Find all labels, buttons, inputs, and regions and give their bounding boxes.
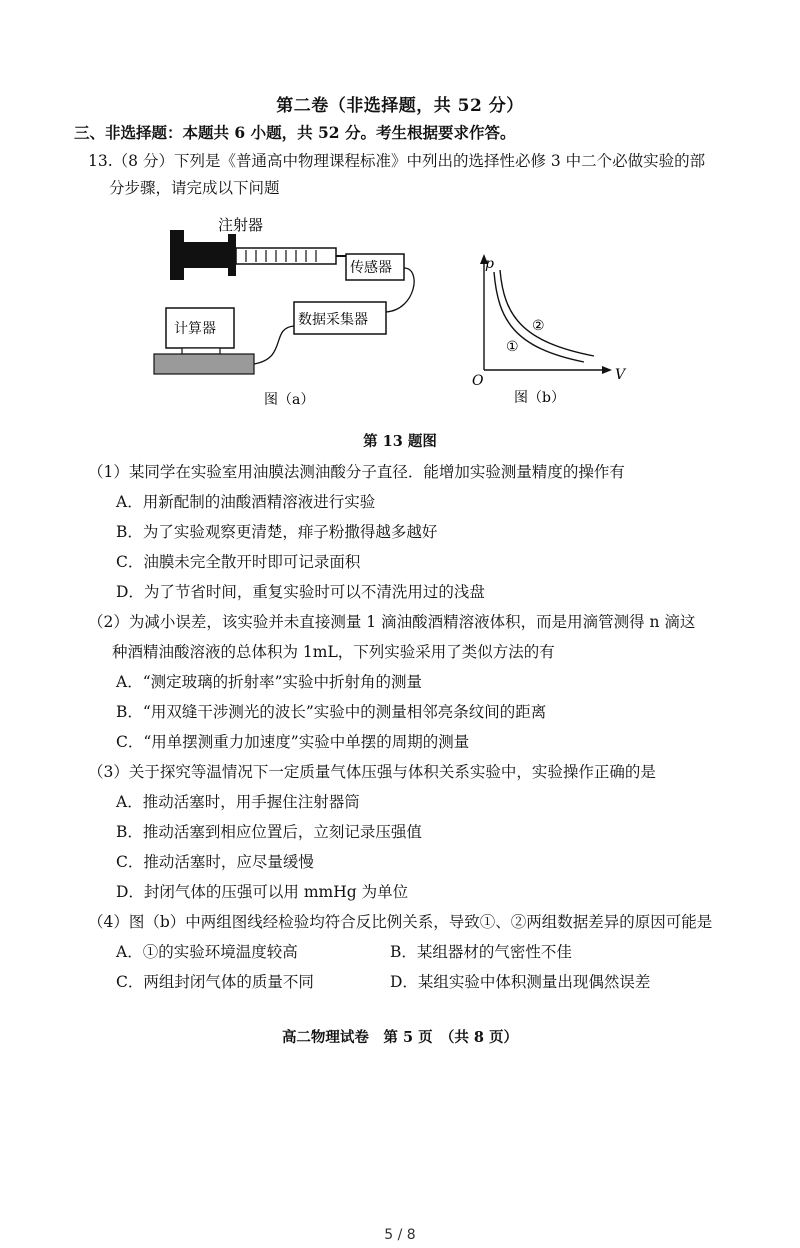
part-3-stem: （3）关于探究等温情况下一定质量气体压强与体积关系实验中，实验操作正确的是 xyxy=(88,763,656,781)
part-1-option-c: C．油膜未完全散开时即可记录面积 xyxy=(116,553,361,571)
part-4-option-c: C．两组封闭气体的质量不同 xyxy=(116,973,314,991)
v-axis-arrow xyxy=(602,366,612,374)
part-4-option-a: A．①的实验环境温度较高 xyxy=(116,943,298,961)
page-footer: 高二物理试卷 第 5 页 （共 8 页） xyxy=(281,1029,519,1046)
syringe-barrel-dark xyxy=(184,242,234,268)
part-4-stem: （4）图（b）中两组图线经检验均符合反比例关系，导致①、②两组数据差异的原因可能是 xyxy=(88,913,713,931)
origin-label: O xyxy=(472,373,484,389)
figure-a-apparatus xyxy=(140,208,440,408)
part-2-option-b: B．“用双缝干涉测光的波长”实验中的测量相邻亮条纹间的距离 xyxy=(116,703,547,721)
data-collector-label: 数据采集器 xyxy=(298,312,368,328)
curve-1-label: ① xyxy=(506,339,519,355)
question-13-header-line2: 分步骤，请完成以下问题 xyxy=(109,179,280,197)
part-3-option-c: C．推动活塞时，应尽量缓慢 xyxy=(116,853,314,871)
part-3-option-d: D．封闭气体的压强可以用 mmHg 为单位 xyxy=(116,883,409,901)
syringe-flange xyxy=(228,234,236,276)
figure-caption: 第 13 题图 xyxy=(363,433,437,450)
part-4-option-d: D．某组实验中体积测量出现偶然误差 xyxy=(390,973,651,991)
computer-stand xyxy=(182,348,220,354)
figure-a-caption: 图（a） xyxy=(264,392,315,408)
part-1-option-d: D．为了节省时间，重复实验时可以不清洗用过的浅盘 xyxy=(116,583,485,601)
part-3-option-b: B．推动活塞到相应位置后，立刻记录压强值 xyxy=(116,823,422,841)
part-4-option-b: B．某组器材的气密性不佳 xyxy=(390,943,572,961)
part-1-stem: （1）某同学在实验室用油膜法测油酸分子直径．能增加实验测量精度的操作有 xyxy=(88,463,625,481)
figure-b-caption: 图（b） xyxy=(514,390,565,406)
computer-base xyxy=(154,354,254,374)
part-2-option-a: A．“测定玻璃的折射率”实验中折射角的测量 xyxy=(116,673,423,691)
part-2-stem-line1: （2）为减小误差，该实验并未直接测量 1 滴油酸酒精溶液体积，而是用滴管测得 n 滴这 xyxy=(88,613,696,631)
figure-b-pv-graph xyxy=(460,252,640,408)
question-13-header-line1: 13.（8 分）下列是《普通高中物理课程标准》中列出的选择性必修 3 中二个必做实验的部 xyxy=(88,152,706,170)
part-2-stem-line2: 种酒精油酸溶液的总体积为 1mL，下列实验采用了类似方法的有 xyxy=(112,643,555,661)
v-axis-label: V xyxy=(615,367,626,383)
curve-2-label: ② xyxy=(532,318,545,334)
syringe-label: 注射器 xyxy=(218,216,264,234)
part-2-option-c: C．“用单摆测重力加速度”实验中单摆的周期的测量 xyxy=(116,733,470,751)
section-instruction: 三、非选择题：本题共 6 小题，共 52 分。考生根据要求作答。 xyxy=(74,123,516,142)
part-1-option-a: A．用新配制的油酸酒精溶液进行实验 xyxy=(116,493,376,511)
computer-label: 计算器 xyxy=(174,321,216,337)
part-3-option-a: A．推动活塞时，用手握住注射器筒 xyxy=(116,793,360,811)
section-title: 第二卷（非选择题，共 52 分） xyxy=(276,96,524,116)
sensor-label: 传感器 xyxy=(350,260,392,276)
p-axis-label: p xyxy=(485,256,494,272)
collector-cable xyxy=(254,326,294,364)
part-1-option-b: B．为了实验观察更清楚，痱子粉撒得越多越好 xyxy=(116,523,438,541)
syringe-handle xyxy=(170,230,184,280)
page-indicator: 5 / 8 xyxy=(384,1227,416,1243)
